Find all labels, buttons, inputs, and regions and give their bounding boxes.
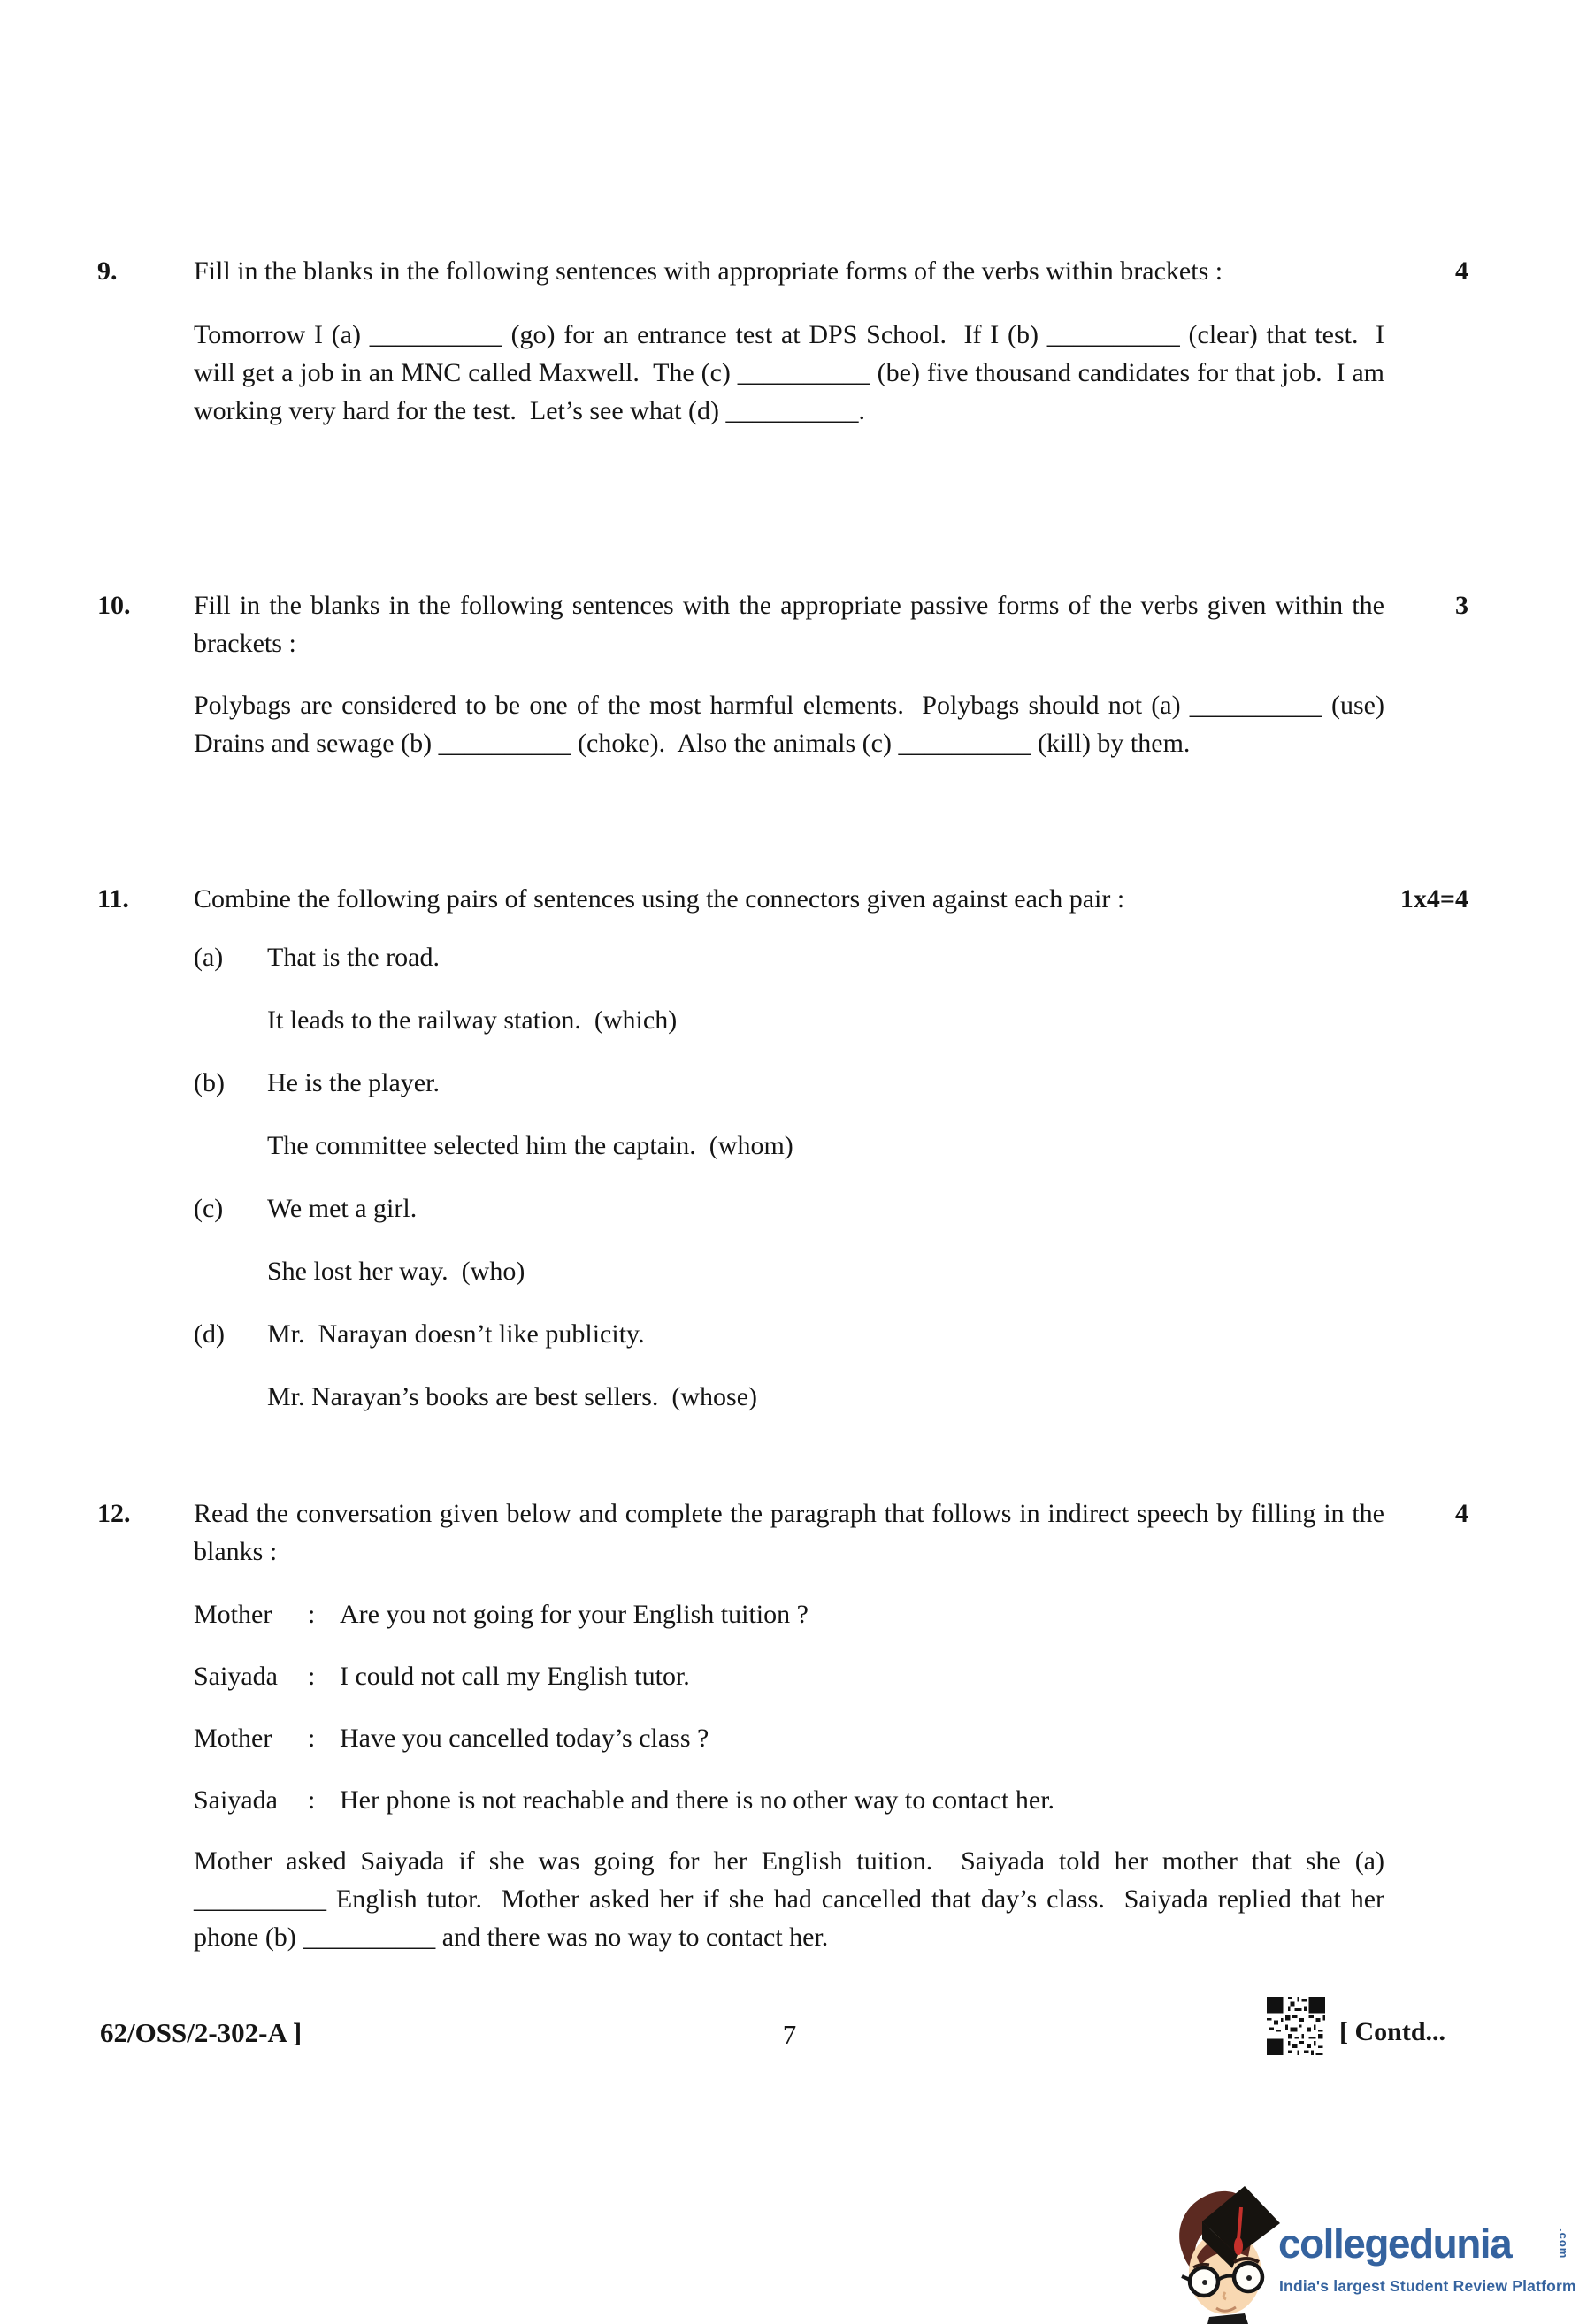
pair-d-sentence-1 — [194, 1315, 1384, 1353]
pair-label: (a) — [194, 943, 224, 972]
question-prompt: Fill in the blanks in the following sentences with appropriate forms of the verbs within brackets : — [194, 256, 1223, 286]
question-marks: 4 — [1455, 1499, 1468, 1528]
dialogue-row — [194, 1781, 1384, 1819]
collegedunia-domain: .com — [1557, 2228, 1570, 2259]
question-body — [194, 938, 1384, 1416]
pair-c-sentence-1 — [194, 1189, 1384, 1227]
pair-sentence: That is the road. — [267, 943, 440, 972]
question-marks: 1x4=4 — [1399, 884, 1468, 914]
dialogue-row — [194, 1657, 1384, 1695]
dialogue-colon: : — [308, 1785, 316, 1815]
collegedunia-logo — [1169, 2183, 1576, 2322]
pair-label: (c) — [194, 1194, 224, 1223]
question-prompt: Combine the following pairs of sentences using the connectors given against each pair : — [194, 884, 1125, 914]
question-body — [194, 1595, 1391, 1956]
pair-label: (d) — [194, 1319, 225, 1349]
pair-sentence: She lost her way. (who) — [267, 1257, 525, 1286]
question-marks: 3 — [1455, 591, 1468, 620]
dialogue-line: Are you not going for your English tuition ? — [340, 1600, 809, 1629]
pair-b-sentence-1 — [194, 1064, 1384, 1102]
pair-sentence: Mr. Narayan’s books are best sellers. (whose) — [267, 1382, 758, 1411]
pair-label — [194, 1127, 267, 1165]
dialogue-line: Her phone is not reachable and there is no other way to contact her. — [340, 1785, 1055, 1815]
question-prompt: Read the conversation given below and complete the paragraph that follows in indirect speech by filling in the blanks : — [194, 1499, 1391, 1566]
pair-d-sentence-2 — [194, 1378, 1384, 1416]
dialogue-line: I could not call my English tutor. — [340, 1662, 690, 1691]
pair-sentence: It leads to the railway station. (which) — [267, 1005, 678, 1035]
qr-code-icon — [1267, 1997, 1325, 2055]
collegedunia-tagline: India's largest Student Review Platform — [1279, 2277, 1576, 2295]
pair-sentence: He is the player. — [267, 1068, 440, 1097]
contd-label: [ Contd... — [1339, 2017, 1446, 2046]
dialogue-speaker: Saiyada — [194, 1662, 278, 1691]
question-number: 10. — [97, 591, 131, 620]
dialogue-colon: : — [308, 1724, 316, 1753]
pair-label: (b) — [194, 1068, 225, 1097]
pair-sentence: Mr. Narayan doesn’t like publicity. — [267, 1319, 645, 1349]
collegedunia-brand: collegedunia — [1278, 2221, 1512, 2267]
question-prompt: Fill in the blanks in the following sentences with the appropriate passive forms of the verbs given within the brackets : — [194, 591, 1391, 658]
pair-sentence: We met a girl. — [267, 1194, 418, 1223]
page-number: 7 — [782, 2019, 797, 2050]
dialogue-line: Have you cancelled today’s class ? — [340, 1724, 709, 1753]
pair-a-sentence-2 — [194, 1001, 1384, 1039]
question-11 — [97, 880, 1468, 1416]
fill-in-blanks-paragraph: Tomorrow I (a) __________ (go) for an entrance test at DPS School. If I (b) __________ (clear) that test. I will get a job in an MNC called Maxwell. The (c) __________ (be) five thousand candidates for that job. I am working very hard for the test. Let’s see what (d) __________. — [194, 320, 1391, 425]
question-12 — [97, 1495, 1468, 1956]
question-number: 11. — [97, 884, 129, 914]
pair-a-sentence-1 — [194, 938, 1384, 976]
question-10 — [97, 586, 1468, 762]
question-body — [194, 662, 1391, 762]
dialogue-speaker: Saiyada — [194, 1785, 278, 1815]
dialogue-row — [194, 1719, 1384, 1757]
pair-label — [194, 1378, 267, 1416]
fill-in-blanks-paragraph: Polybags are considered to be one of the most harmful elements. Polybags should not (a) __________ (use) Drains and sewage (b) __________ (choke). Also the animals (c) __________ (kill) by them. — [194, 691, 1391, 758]
dialogue-speaker: Mother — [194, 1724, 272, 1753]
indirect-speech-paragraph: Mother asked Saiyada if she was going for her English tuition. Saiyada told her mother that she (a) __________ English tutor. Mother asked her if she had cancelled that day’s class. Saiyada replied that her phone (b) __________ and there was no way to contact her. — [194, 1846, 1391, 1952]
question-body — [194, 290, 1391, 430]
dialogue-colon: : — [308, 1662, 316, 1691]
dialogue-row — [194, 1595, 1384, 1633]
pair-c-sentence-2 — [194, 1252, 1384, 1290]
question-9 — [97, 252, 1468, 430]
question-number: 9. — [97, 256, 118, 286]
pair-label — [194, 1252, 267, 1290]
pair-sentence: The committee selected him the captain. (whom) — [267, 1131, 793, 1160]
graduate-boy-mascot-icon — [1169, 2183, 1283, 2324]
dialogue-colon: : — [308, 1600, 316, 1629]
question-marks: 4 — [1455, 256, 1468, 286]
question-number: 12. — [97, 1499, 131, 1528]
pair-b-sentence-2 — [194, 1127, 1384, 1165]
dialogue-speaker: Mother — [194, 1600, 272, 1629]
pair-label — [194, 1001, 267, 1039]
paper-code: 62/OSS/2-302-A ] — [100, 2017, 303, 2048]
